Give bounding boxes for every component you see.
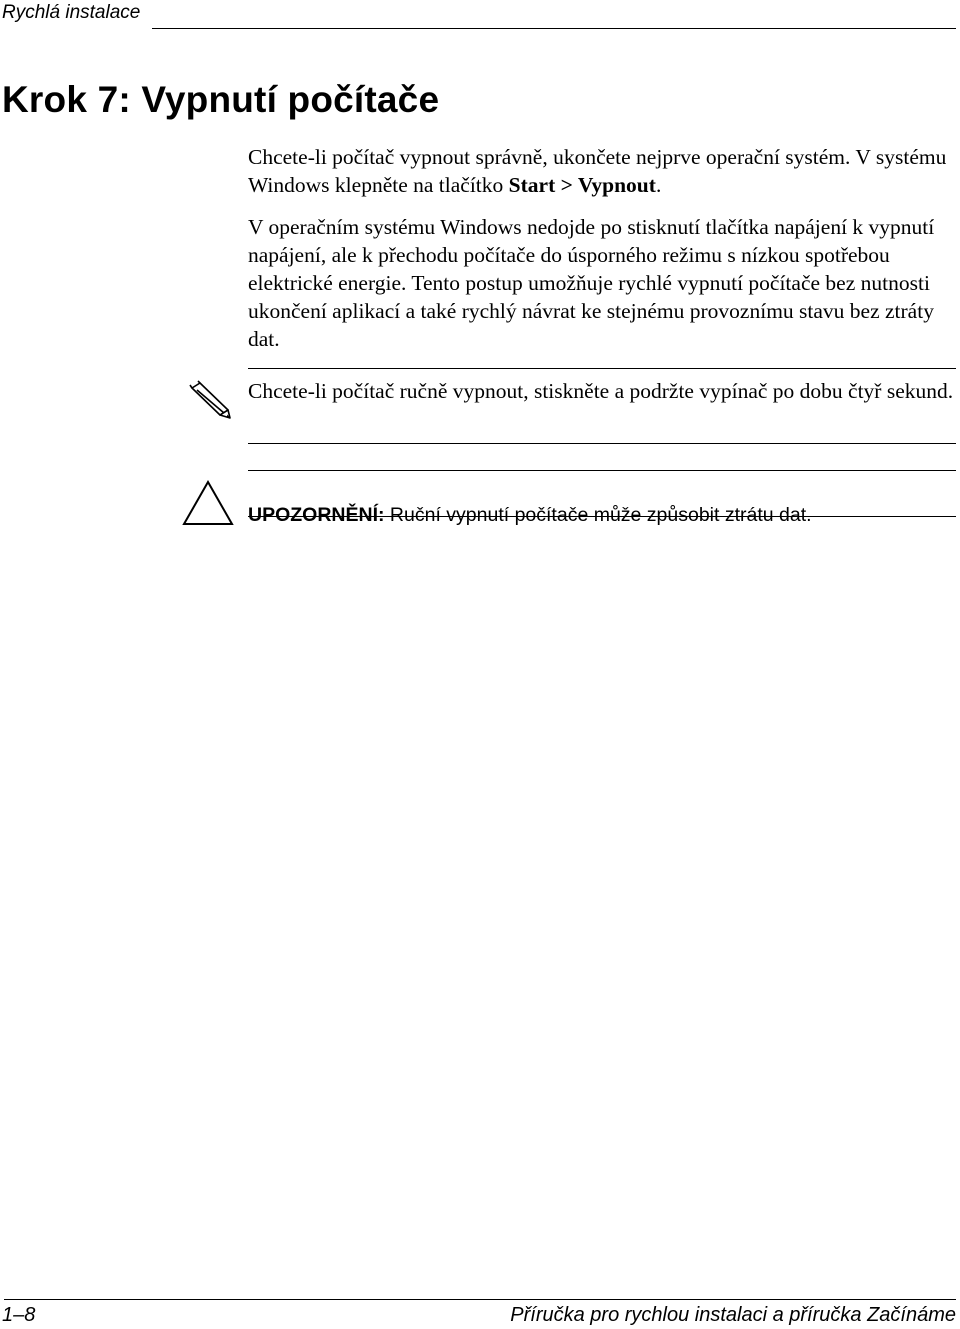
header-divider — [152, 28, 956, 29]
book-title: Příručka pro rychlou instalaci a příručka Začínáme — [510, 1304, 956, 1326]
page-title: Krok 7: Vypnutí počítače — [2, 79, 440, 120]
note-top-rule — [248, 368, 956, 369]
caution-text: Ruční vypnutí počítače může způsobit ztrátu dat. — [389, 503, 812, 526]
paragraph-shutdown-instructions — [248, 143, 958, 199]
footer-divider — [4, 1299, 956, 1300]
note-text: Chcete-li počítač ručně vypnout, stiskněte a podržte vypínač po dobu čtyř sekund. — [248, 379, 954, 403]
paragraph-text: Chcete-li počítač vypnout správně, ukončete nejprve operační systém. V systému Windows klepněte na tlačítko — [248, 145, 947, 197]
caution-top-rule — [248, 470, 956, 471]
running-header: Rychlá instalace — [2, 2, 141, 23]
caution-label: UPOZORNĚNÍ: — [248, 503, 385, 526]
warning-triangle-icon — [182, 480, 234, 526]
note-bottom-rule — [248, 443, 956, 444]
caution-notice — [248, 502, 958, 528]
menu-command: Start > Vypnout — [508, 173, 656, 197]
caution-bottom-rule — [248, 516, 956, 517]
pencil-icon — [188, 380, 232, 420]
paragraph-power-button-info: V operačním systému Windows nedojde po stisknutí tlačítka napájení k vypnutí napájení, ale k přechodu počítače do úsporného režimu s nízkou spotřebou elektrické energie. Tento postup umožňuje rychlé vypnutí počítače bez nutnosti ukončení aplikací a také rychlý návrat ke stejnému provoznímu stavu bez ztráty dat. — [248, 215, 935, 351]
page-number: 1–8 — [2, 1304, 36, 1326]
paragraph-text-end: . — [655, 173, 662, 197]
